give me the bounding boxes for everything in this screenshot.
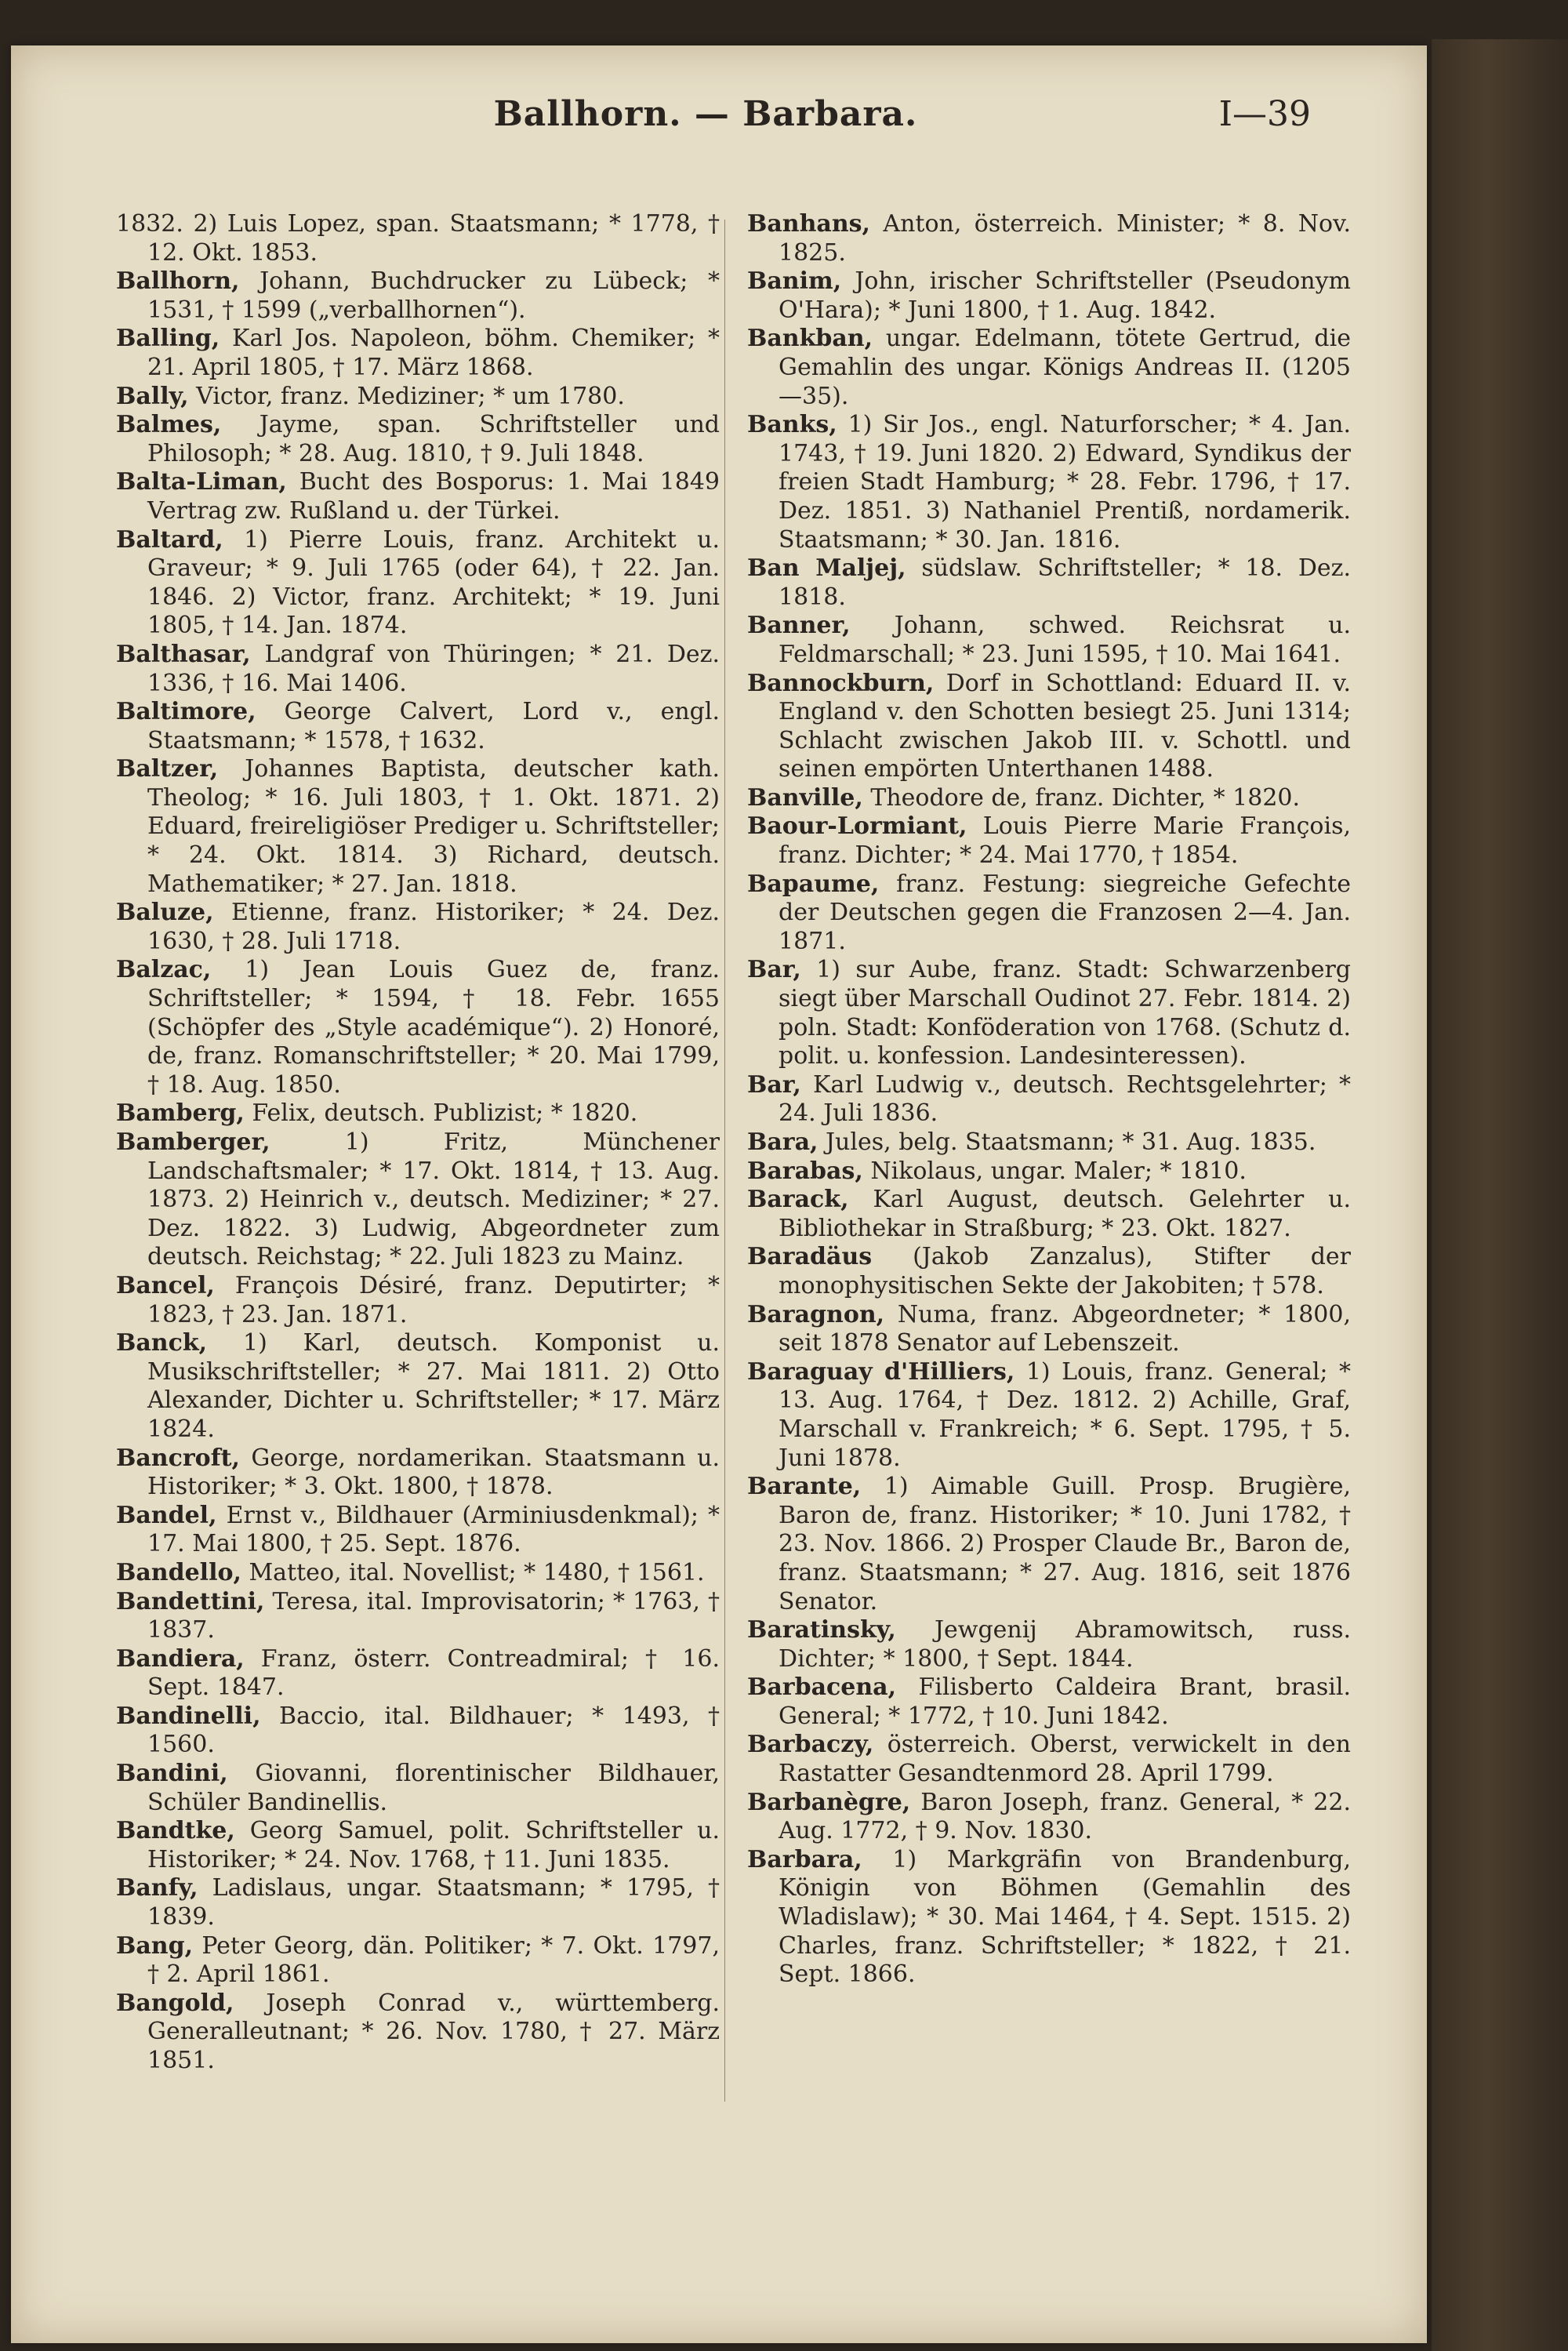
entry-headword: Baltard,	[116, 525, 223, 554]
entry-headword: Balta-Liman,	[116, 468, 287, 496]
entry-headword: Baradäus	[747, 1243, 873, 1271]
entry-text: österreich. Oberst, verwickelt in den Rastatter Gesandtenmord 28. April 1799.	[779, 1731, 1351, 1788]
dictionary-entry	[116, 267, 720, 325]
entry-text: Nikolaus, ungar. Maler; * 1810.	[870, 1157, 1247, 1185]
dictionary-entry	[116, 698, 720, 755]
entry-text: Dorf in Schottland: Eduard II. v. England v. den Schotten besiegt 25. Juni 1314; Schlacht zwischen Jakob III. v. Schottl. und seinen empörten Unterthanen 1488.	[779, 669, 1351, 783]
entry-text: Filisberto Caldeira Brant, brasil. General; * 1772, † 10. Juni 1842.	[779, 1673, 1351, 1730]
entry-text: Giovanni, florentinischer Bildhauer, Schüler Bandinellis.	[147, 1760, 720, 1816]
dictionary-entry	[116, 1444, 720, 1502]
dictionary-entry	[747, 612, 1351, 669]
book-spine	[1432, 39, 1568, 2351]
entry-text: François Désiré, franz. Deputirter; * 1823, † 23. Jan. 1871.	[147, 1271, 720, 1328]
dictionary-entry	[116, 956, 720, 1099]
entry-headword: Baour-Lormiant,	[747, 812, 967, 841]
entry-text: Baccio, ital. Bildhauer; * 1493, † 1560.	[147, 1702, 720, 1759]
dictionary-entry	[116, 641, 720, 698]
dictionary-entry	[116, 1874, 720, 1931]
entry-headword: Bankban,	[747, 325, 873, 353]
entry-text: Johann, schwed. Reichsrat u. Feldmarschall; * 23. Juni 1595, † 10. Mai 1641.	[779, 612, 1351, 668]
entry-headword: Ban Maljej,	[747, 554, 906, 583]
dictionary-entry	[747, 1846, 1351, 1989]
dictionary-entry	[116, 1099, 720, 1128]
entry-text: Karl August, deutsch. Gelehrter u. Bibliothekar in Straßburg; * 23. Okt. 1827.	[779, 1186, 1351, 1242]
dictionary-entry	[747, 325, 1351, 411]
entry-text: Johann, Buchdrucker zu Lübeck; * 1531, † 1599 („verballhornen“).	[147, 267, 720, 324]
entry-text: Karl Ludwig v., deutsch. Rechtsgelehrter; * 24. Juli 1836.	[779, 1070, 1351, 1128]
entry-text: Felix, deutsch. Publizist; * 1820.	[252, 1099, 638, 1128]
entry-text: Peter Georg, dän. Politiker; * 7. Okt. 1797, † 2. April 1861.	[147, 1931, 720, 1989]
dictionary-entry	[116, 899, 720, 956]
header-title: Ballhorn. — Barbara.	[493, 94, 918, 134]
dictionary-entry	[747, 1243, 1351, 1300]
entry-text: George, nordamerikan. Staatsmann u. Historiker; * 3. Okt. 1800, † 1878.	[147, 1444, 720, 1501]
dictionary-entry	[116, 755, 720, 899]
dictionary-entry	[747, 210, 1351, 267]
entry-headword: Bandiera,	[116, 1644, 245, 1673]
entry-text: Joseph Conrad v., württemberg. Generalleutnant; * 26. Nov. 1780, † 27. März 1851.	[147, 1989, 720, 2074]
entry-headword: Banville,	[747, 783, 863, 812]
entry-text: Ladislaus, ungar. Staatsmann; * 1795, † 1839.	[147, 1874, 720, 1931]
entry-text: Bucht des Bosporus: 1. Mai 1849 Vertrag zw. Rußland u. der Türkei.	[147, 468, 720, 525]
entry-text: 1) Sir Jos., engl. Naturforscher; * 4. Jan. 1743, † 19. Juni 1820. 2) Edward, Syndikus der freien Stadt Hamburg; * 28. Febr. 1796, † 17. Dez. 1851. 3) Nathaniel Prentiß, nordamerik. Staatsmann; * 30. Jan. 1816.	[779, 411, 1351, 554]
dictionary-entry	[747, 267, 1351, 325]
dictionary-entry	[116, 1645, 720, 1702]
entry-headword: Ballhorn,	[116, 267, 240, 296]
dictionary-entry	[116, 1588, 720, 1645]
entry-headword: Banfy,	[116, 1874, 198, 1902]
entry-text: Etienne, franz. Historiker; * 24. Dez. 1630, † 28. Juli 1718.	[147, 899, 720, 955]
entry-headword: Banks,	[747, 411, 837, 439]
entry-headword: Baratinsky,	[747, 1616, 896, 1644]
entry-text: Baron Joseph, franz. General, * 22. Aug. 1772, † 9. Nov. 1830.	[779, 1788, 1351, 1845]
entry-headword: Bandtke,	[116, 1817, 235, 1845]
entry-text: Anton, österreich. Minister; * 8. Nov. 1825.	[779, 210, 1351, 267]
dictionary-entry	[747, 1071, 1351, 1128]
entry-headword: Banhans,	[747, 210, 871, 238]
entry-text: George Calvert, Lord v., engl. Staatsmann; * 1578, † 1632.	[147, 698, 720, 754]
entry-text: Theodore de, franz. Dichter, * 1820.	[870, 783, 1301, 812]
entry-text: 1) Louis, franz. General; * 13. Aug. 1764, † Dez. 1812. 2) Achille, Graf, Marschall v. Frankreich; * 6. Sept. 1795, † 5. Juni 1878.	[779, 1357, 1351, 1472]
entry-text: 1832. 2) Luis Lopez, span. Staatsmann; * 1778, † 12. Okt. 1853.	[116, 210, 720, 267]
entry-headword: Barack,	[747, 1186, 849, 1214]
entry-text: John, irischer Schriftsteller (Pseudonym O'Hara); * Juni 1800, † 1. Aug. 1842.	[779, 267, 1351, 324]
entry-text: Franz, österr. Contreadmiral; † 16. Sept. 1847.	[147, 1644, 720, 1702]
entry-headword: Balling,	[116, 325, 220, 353]
entry-text: Numa, franz. Abgeordneter; * 1800, seit 1878 Senator auf Lebenszeit.	[779, 1300, 1351, 1357]
entry-text: 1) Aimable Guill. Prosp. Brugière, Baron de, franz. Historiker; * 10. Juni 1782, † 23. Nov. 1866. 2) Prosper Claude Br., Baron de, franz. Staatsmann; * 27. Aug. 1816, seit 1876 Senator.	[779, 1473, 1351, 1615]
dictionary-entry	[116, 1989, 720, 2076]
dictionary-entry	[747, 1789, 1351, 1846]
entry-headword: Bamberger,	[116, 1128, 270, 1156]
entry-headword: Balmes,	[116, 411, 222, 439]
dictionary-entry	[116, 1128, 720, 1272]
entry-text: 1) Jean Louis Guez de, franz. Schriftsteller; * 1594, † 18. Febr. 1655 (Schöpfer des „Style académique“). 2) Honoré, de, franz. Romanschriftsteller; * 20. Mai 1799, † 18. Aug. 1850.	[147, 956, 720, 1099]
entry-text: ungar. Edelmann, tötete Gertrud, die Gemahlin des ungar. Königs Andreas II. (1205—35).	[779, 325, 1351, 410]
entry-headword: Bang,	[116, 1931, 194, 1960]
entry-text: Jewgenij Abramowitsch, russ. Dichter; * 1800, † Sept. 1844.	[779, 1616, 1351, 1673]
dictionary-entry	[116, 1502, 720, 1559]
entry-text: 1) Markgräfin von Brandenburg, Königin von Böhmen (Gemahlin des Wladislaw); * 30. Mai 1464, † 4. Sept. 1515. 2) Charles, franz. Schriftsteller; * 1822, † 21. Sept. 1866.	[779, 1845, 1351, 1989]
dictionary-entry	[116, 411, 720, 468]
dictionary-entry	[747, 1673, 1351, 1731]
entry-headword: Bamberg,	[116, 1099, 245, 1128]
entry-text: 1) sur Aube, franz. Stadt: Schwarzenberg siegt über Marschall Oudinot 27. Febr. 1814. 2) poln. Stadt: Konföderation von 1768. (Schutz d. polit. u. konfession. Landesinteressen).	[779, 956, 1351, 1070]
entry-headword: Balzac,	[116, 956, 212, 984]
dictionary-entry	[747, 554, 1351, 612]
entry-headword: Bandinelli,	[116, 1702, 261, 1730]
entry-text: südslaw. Schriftsteller; * 18. Dez. 1818.	[779, 554, 1351, 611]
entry-headword: Bandini,	[116, 1760, 228, 1788]
entry-headword: Bandel,	[116, 1501, 217, 1529]
entry-headword: Baluze,	[116, 899, 214, 927]
dictionary-entry	[116, 468, 720, 525]
dictionary-entry	[116, 383, 720, 412]
entry-text: 1) Pierre Louis, franz. Architekt u. Graveur; * 9. Juli 1765 (oder 64), † 22. Jan. 1846. 2) Victor, franz. Architekt; * 19. Juni 1805, † 14. Jan. 1874.	[147, 525, 720, 640]
dictionary-entry	[747, 784, 1351, 813]
entry-text: Landgraf von Thüringen; * 21. Dez. 1336, † 16. Mai 1406.	[147, 640, 720, 697]
dictionary-entry	[747, 1186, 1351, 1243]
dictionary-entry	[116, 1932, 720, 1989]
entry-text: Ernst v., Bildhauer (Arminiusdenkmal); * 17. Mai 1800, † 25. Sept. 1876.	[147, 1501, 720, 1558]
entry-headword: Barbaczy,	[747, 1731, 874, 1759]
left-column	[116, 210, 720, 2076]
dictionary-entry	[747, 1128, 1351, 1157]
entry-headword: Baragnon,	[747, 1300, 885, 1328]
entry-headword: Bancroft,	[116, 1444, 240, 1472]
entry-headword: Bangold,	[116, 1989, 234, 2017]
dictionary-entry	[116, 1760, 720, 1817]
entry-text: franz. Festung: siegreiche Gefechte der Deutschen gegen die Franzosen 2—4. Jan. 1871.	[779, 870, 1351, 955]
entry-text: Louis Pierre Marie François, franz. Dichter; * 24. Mai 1770, † 1854.	[779, 812, 1352, 870]
dictionary-entry	[747, 1731, 1351, 1788]
dictionary-entry	[747, 1157, 1351, 1186]
page-number: I—39	[1218, 94, 1311, 134]
running-header	[118, 94, 1311, 157]
entry-headword: Bar,	[747, 1070, 801, 1099]
entry-text: Jules, belg. Staatsmann; * 31. Aug. 1835.	[826, 1128, 1316, 1156]
entry-text: Teresa, ital. Improvisatorin; * 1763, † 1837.	[147, 1587, 720, 1644]
entry-headword: Bandello,	[116, 1558, 241, 1586]
dictionary-entry	[116, 210, 720, 267]
entry-headword: Barbanègre,	[747, 1788, 911, 1816]
entry-headword: Bara,	[747, 1128, 818, 1156]
dictionary-entry	[116, 1272, 720, 1329]
dictionary-entry	[747, 670, 1351, 784]
entry-headword: Banck,	[116, 1329, 208, 1357]
entry-headword: Barante,	[747, 1473, 862, 1501]
entry-text: Jayme, span. Schriftsteller und Philosoph; * 28. Aug. 1810, † 9. Juli 1848.	[147, 411, 720, 467]
dictionary-entry	[747, 870, 1351, 957]
entry-headword: Baltzer,	[116, 755, 219, 783]
entry-headword: Barbacena,	[747, 1673, 897, 1702]
right-column	[747, 210, 1351, 1989]
entry-headword: Bannockburn,	[747, 669, 935, 697]
dictionary-entry	[116, 526, 720, 641]
entry-headword: Baraguay d'Hilliers,	[747, 1357, 1015, 1386]
entry-text: Matteo, ital. Novellist; * 1480, † 1561.	[249, 1558, 705, 1586]
entry-headword: Barbara,	[747, 1845, 862, 1873]
entry-text: 1) Karl, deutsch. Komponist u. Musikschriftsteller; * 27. Mai 1811. 2) Otto Alexander, Dichter u. Schriftsteller; * 17. März 1824.	[147, 1329, 720, 1443]
dictionary-entry	[747, 1358, 1351, 1473]
entry-headword: Bar,	[747, 956, 801, 984]
entry-text: Johannes Baptista, deutscher kath. Theolog; * 16. Juli 1803, † 1. Okt. 1871. 2) Eduard, freireligiöser Prediger u. Schriftsteller; * 24. Okt. 1814. 3) Richard, deutsch. Mathematiker; * 27. Jan. 1818.	[147, 755, 720, 898]
entry-text: Karl Jos. Napoleon, böhm. Chemiker; * 21. April 1805, † 17. März 1868.	[147, 325, 720, 381]
dictionary-entry	[116, 1559, 720, 1588]
entry-text: 1) Fritz, Münchener Landschaftsmaler; * 17. Okt. 1814, † 13. Aug. 1873. 2) Heinrich v., deutsch. Mediziner; * 27. Dez. 1822. 3) Ludwig, Abgeordneter zum deutsch. Reichstag; * 22. Juli 1823 zu Mainz.	[147, 1128, 720, 1271]
dictionary-entry	[116, 1329, 720, 1444]
entry-text: (Jakob Zanzalus), Stifter der monophysitischen Sekte der Jakobiten; † 578.	[779, 1243, 1351, 1299]
entry-headword: Bandettini,	[116, 1587, 265, 1615]
dictionary-entry	[747, 1301, 1351, 1358]
dictionary-entry	[116, 325, 720, 382]
entry-text: Victor, franz. Mediziner; * um 1780.	[196, 382, 625, 410]
entry-text: Georg Samuel, polit. Schriftsteller u. Historiker; * 24. Nov. 1768, † 11. Juni 1835.	[147, 1817, 720, 1873]
entry-headword: Baltimore,	[116, 698, 256, 726]
entry-headword: Barabas,	[747, 1157, 863, 1185]
dictionary-entry	[116, 1817, 720, 1874]
entry-headword: Bally,	[116, 382, 189, 410]
entry-headword: Banim,	[747, 267, 842, 296]
dictionary-entry	[747, 1616, 1351, 1673]
dictionary-entry	[116, 1702, 720, 1760]
dictionary-entry	[747, 1473, 1351, 1616]
entry-headword: Bapaume,	[747, 870, 880, 898]
dictionary-entry	[747, 956, 1351, 1070]
entry-headword: Bancel,	[116, 1271, 215, 1299]
entry-headword: Banner,	[747, 612, 851, 640]
dictionary-entry	[747, 411, 1351, 554]
column-divider	[724, 220, 725, 2102]
dictionary-entry	[747, 812, 1351, 870]
entry-headword: Balthasar,	[116, 640, 251, 668]
